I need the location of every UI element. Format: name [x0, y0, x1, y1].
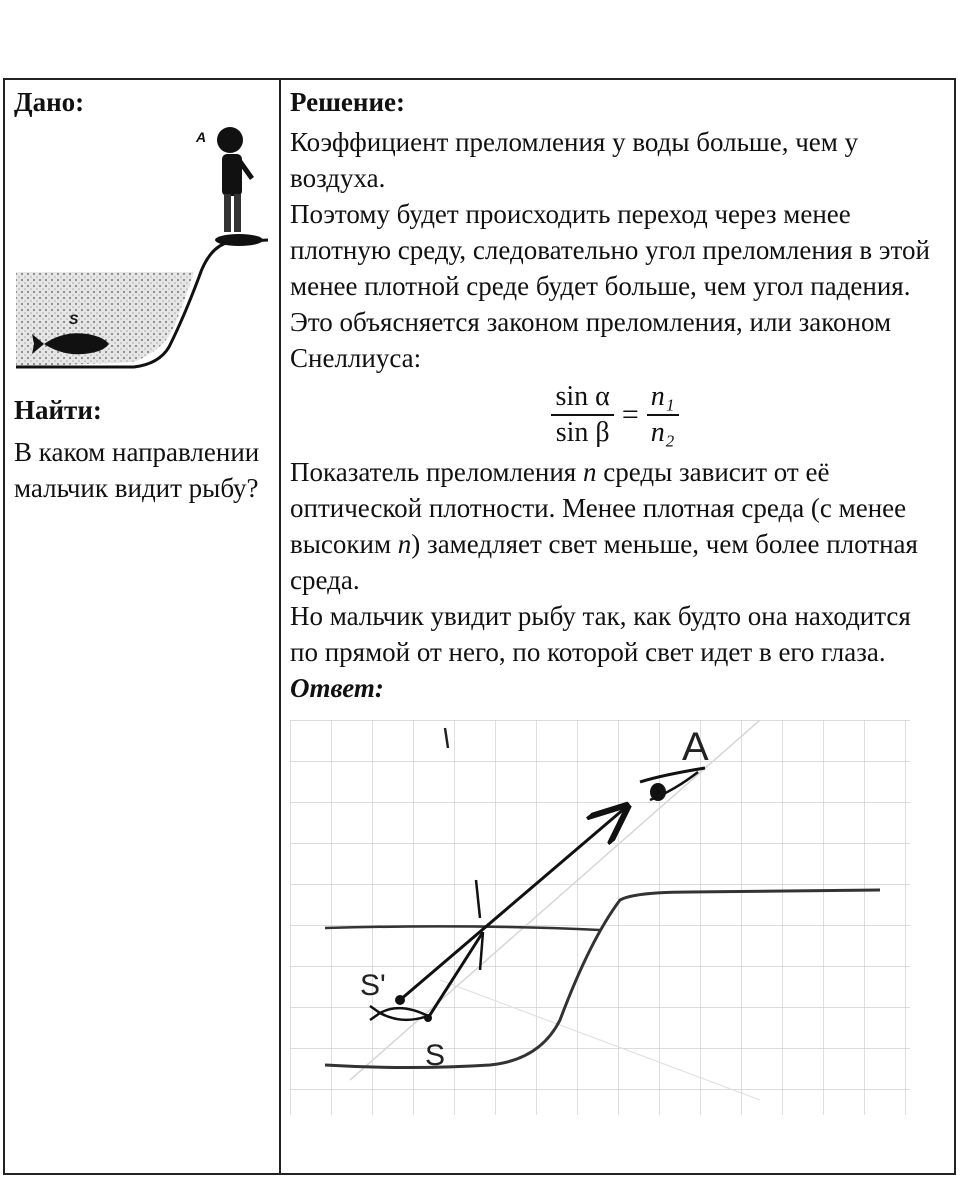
find-section — [14, 392, 272, 506]
water-area — [16, 272, 194, 367]
boy-icon — [215, 127, 263, 246]
grid-paper — [290, 720, 910, 1115]
formula-rhs — [647, 380, 679, 450]
sketch-label-source: S — [425, 1039, 446, 1072]
formula-equals: = — [621, 398, 639, 431]
find-heading: Найти: — [14, 395, 102, 425]
snell-formula — [290, 376, 940, 454]
given-heading: Дано: — [14, 87, 85, 117]
find-question: В каком направлении мальчик видит рыбу? — [14, 437, 260, 503]
solution-column — [290, 84, 940, 1115]
formula-rhs-denominator: n₂ — [650, 417, 675, 448]
solution-paragraph-3: Показатель преломления n среды зависит от её оптической плотности. Менее плотная среда (с менее высоким n) замедляет свет меньше, чем более плотная среда. — [290, 457, 918, 595]
solution-heading: Решение: — [290, 87, 405, 117]
solution-paragraph-1: Коэффициент преломления у воды больше, чем у воздуха. — [290, 127, 859, 193]
sketch-label-image: S' — [360, 969, 386, 1002]
given-column — [14, 84, 272, 506]
formula-rhs-numerator: n₁ — [647, 380, 679, 416]
solution-paragraph-2: Поэтому будет происходить переход через менее плотную среду, следовательно угол преломления в этой менее плотной среде будет больше, чем угол падения. Это объясняется законом преломления, или законом Снеллиуса: — [290, 199, 930, 373]
given-figure — [14, 122, 272, 372]
answer-sketch — [290, 720, 930, 1115]
formula-lhs-numerator: sin α — [551, 380, 613, 416]
fish-label: S — [69, 311, 79, 327]
sketch-label-observer: A — [682, 725, 709, 769]
answer-label: Ответ: — [290, 673, 384, 703]
boy-label: A — [196, 129, 207, 145]
solution-paragraph-4: Но мальчик увидит рыбу так, как будто она находится по прямой от него, по которой свет идет в его глаза. — [290, 601, 911, 667]
column-divider — [279, 78, 281, 1175]
formula-lhs-denominator: sin β — [555, 417, 610, 448]
formula-lhs — [551, 380, 613, 450]
